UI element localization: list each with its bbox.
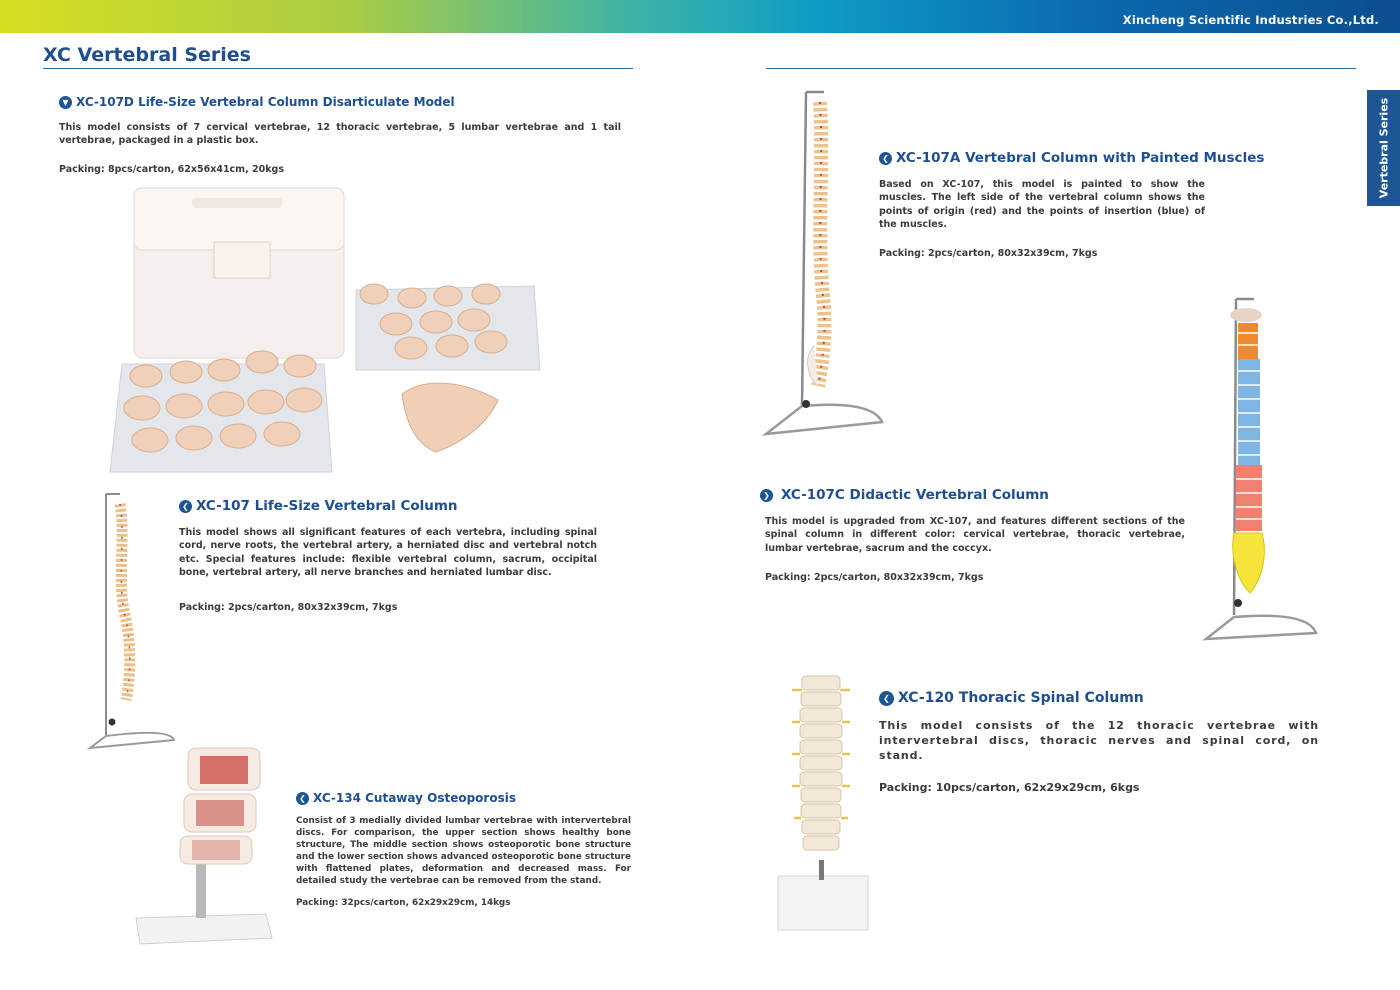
product-xc120 (879, 690, 1319, 794)
product-description: This model shows all significant features of each vertebra, including spinal cord, nerve roots, the vertebral artery, a herniated disc and vertebral notch etc. Special features include: flexible vertebral column, sacrum, occipital bone, vertebral artery, all nerve branches and herniated lumbar disc. (179, 527, 597, 578)
product-xc107d (59, 95, 621, 175)
painted-muscles-column-image (762, 86, 886, 438)
didactic-column-image (1200, 293, 1320, 645)
chevron-left-icon: ❮ (296, 792, 309, 805)
product-xc107 (179, 498, 597, 613)
product-title-text: XC-107 Life-Size Vertebral Column (196, 498, 458, 514)
product-xc107c (760, 487, 1185, 583)
product-xc134 (296, 791, 631, 908)
page-title: XC Vertebral Series (43, 44, 251, 66)
product-description: This model consists of the 12 thoracic vertebrae with intervertebral discs, thoracic nerves and spinal cord, on stand. (879, 719, 1319, 762)
side-tab-label: Vertebral Series (1377, 97, 1390, 199)
product-title (296, 791, 631, 805)
disarticulate-model-image (106, 186, 546, 476)
chevron-left-icon: ❮ (879, 152, 892, 165)
product-title (760, 487, 1185, 503)
chevron-down-icon: ▼ (59, 96, 72, 109)
product-title (879, 150, 1265, 166)
product-title-text: XC-107C Didactic Vertebral Column (781, 487, 1049, 503)
product-packing: Packing: 10pcs/carton, 62x29x29cm, 6kgs (879, 781, 1140, 794)
product-description: This model consists of 7 cervical vertebrae, 12 thoracic vertebrae, 5 lumbar vertebrae and 1 tail vertebrae, packaged in a plastic box. (59, 122, 621, 147)
product-xc107a (879, 150, 1265, 260)
product-description: Consist of 3 medially divided lumbar vertebrae with intervertebral discs. For comparison, the upper section shows healthy bone structure, The middle section shows osteoporotic bone structure and the lower section shows advanced osteoporotic bone structure with flattened plates, deformation and decreased mass. For detailed study the vertebrae can be removed from the stand. (296, 816, 631, 886)
chevron-left-icon: ❮ (879, 691, 894, 706)
company-name: Xincheng Scientific Industries Co.,Ltd. (1122, 13, 1379, 27)
product-description: This model is upgraded from XC-107, and features different sections of the spinal column in different color: cervical vertebrae, thoracic vertebrae, lumbar vertebrae, sacrum and the coccyx. (765, 516, 1185, 554)
product-title (179, 498, 597, 514)
osteoporosis-model-image (130, 742, 276, 947)
chevron-left-icon: ❮ (179, 500, 192, 513)
product-packing: Packing: 2pcs/carton, 80x32x39cm, 7kgs (879, 248, 1098, 260)
product-title-text: XC-134 Cutaway Osteoporosis (313, 791, 516, 805)
left-title-rule (43, 68, 633, 69)
header-gradient-bar (0, 0, 1400, 33)
vertebral-column-image (86, 490, 178, 755)
product-packing: Packing: 8pcs/carton, 62x56x41cm, 20kgs (59, 163, 284, 175)
product-title (879, 690, 1319, 706)
product-description: Based on XC-107, this model is painted to show the muscles. The left side of the vertebral column shows the points of origin (red) and the points of insertion (blue) of the muscles. (879, 179, 1205, 230)
thoracic-column-image (774, 668, 870, 933)
right-title-rule (766, 68, 1356, 69)
side-tab[interactable] (1367, 90, 1400, 206)
chevron-right-icon: ❯ (760, 489, 773, 502)
product-title (59, 95, 621, 109)
product-title-text: XC-120 Thoracic Spinal Column (898, 690, 1144, 706)
product-packing: Packing: 2pcs/carton, 80x32x39cm, 7kgs (765, 571, 984, 583)
product-packing: Packing: 2pcs/carton, 80x32x39cm, 7kgs (179, 602, 398, 614)
product-title-text: XC-107D Life-Size Vertebral Column Disarticulate Model (76, 95, 455, 109)
product-title-text: XC-107A Vertebral Column with Painted Muscles (896, 150, 1265, 166)
product-packing: Packing: 32pcs/carton, 62x29x29cm, 14kgs (296, 898, 511, 908)
